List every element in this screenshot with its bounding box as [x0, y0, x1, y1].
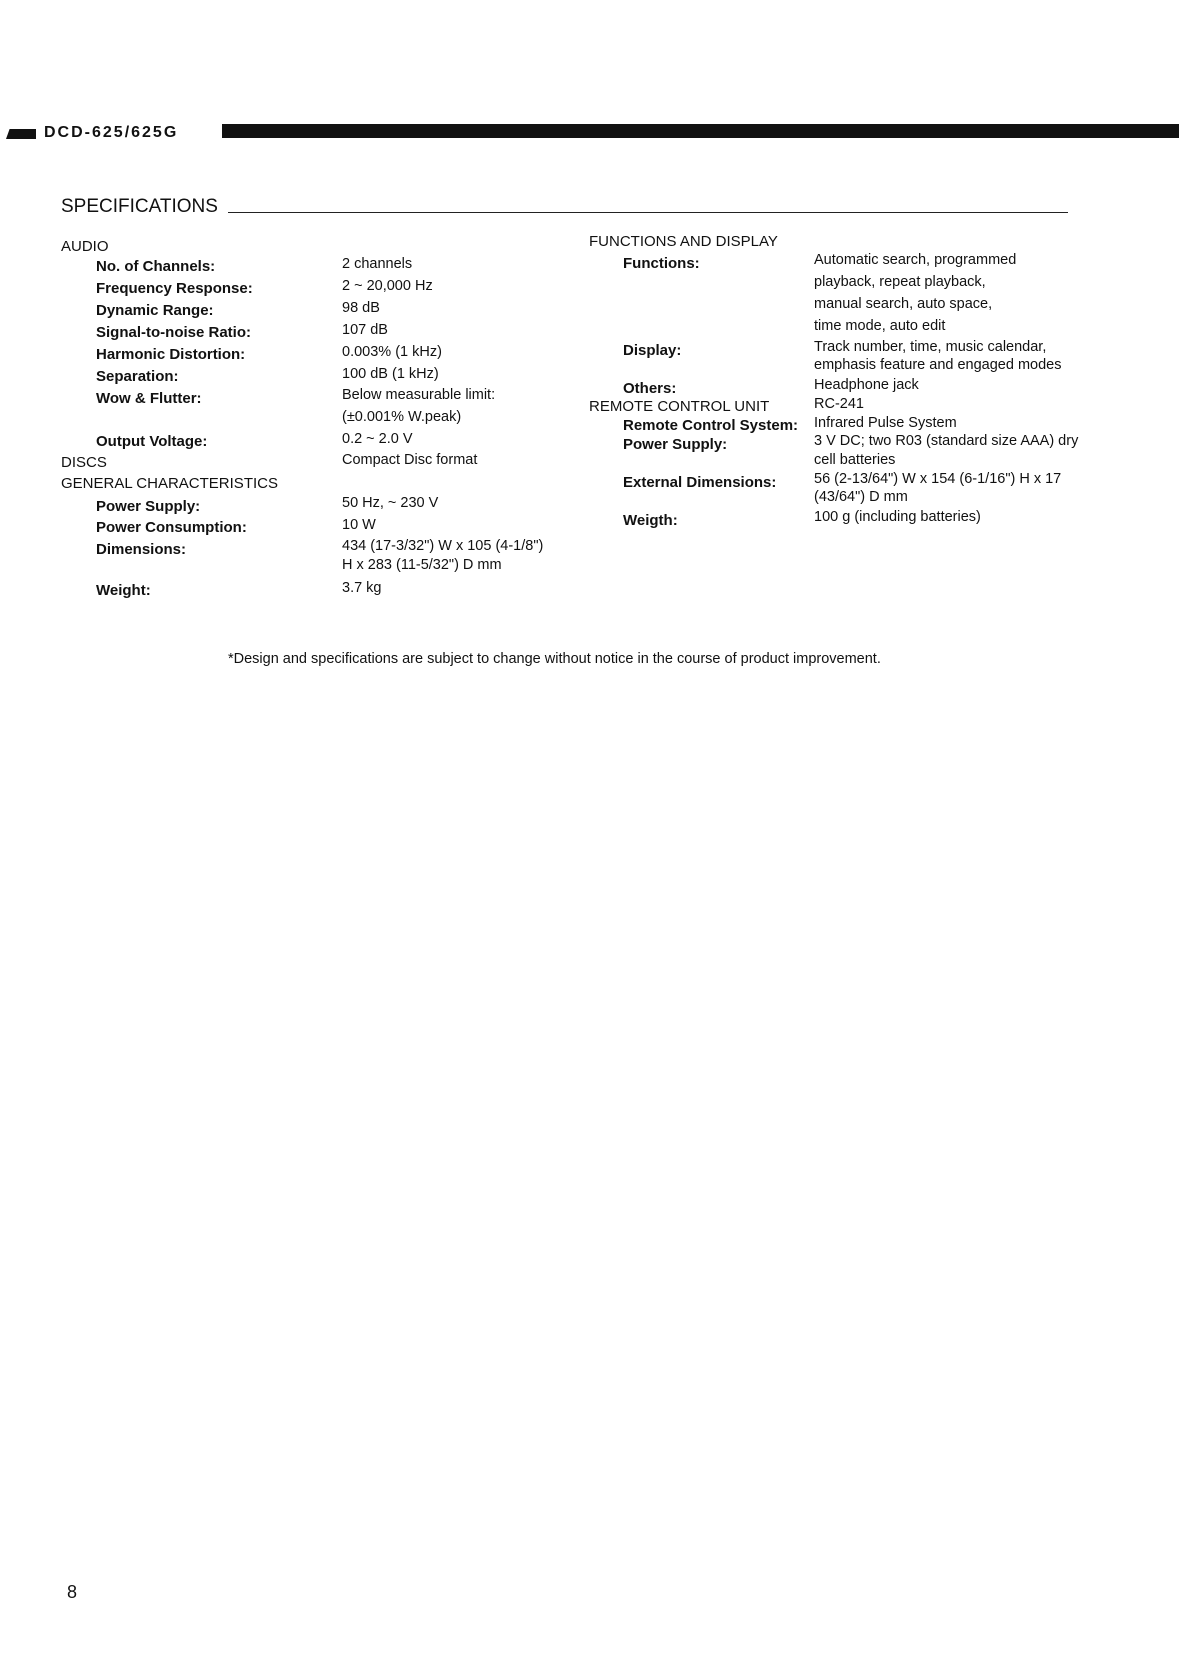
- functions-label: Functions:: [623, 255, 700, 272]
- general-value-power-supply: 50 Hz, ~ 230 V: [342, 495, 439, 511]
- general-label-power-consumption: Power Consumption:: [96, 519, 247, 536]
- audio-label-dynamic-range: Dynamic Range:: [96, 302, 214, 319]
- audio-value-snr: 107 dB: [342, 322, 388, 338]
- page-title: SPECIFICATIONS: [61, 196, 218, 217]
- audio-label-wow-flutter: Wow & Flutter:: [96, 390, 202, 407]
- functions-value-line1: Automatic search, programmed: [814, 252, 1017, 268]
- remote-value-power-supply-line2: cell batteries: [814, 452, 896, 468]
- functions-value-line4: time mode, auto edit: [814, 318, 946, 334]
- remote-model: RC-241: [814, 396, 864, 412]
- general-label-power-supply: Power Supply:: [96, 498, 201, 515]
- audio-label-separation: Separation:: [96, 368, 179, 385]
- remote-label-weight: Weigth:: [623, 512, 678, 529]
- remote-value-system: Infrared Pulse System: [814, 415, 957, 431]
- remote-value-external-dimensions-line2: (43/64") D mm: [814, 489, 908, 505]
- audio-value-separation: 100 dB (1 kHz): [342, 366, 439, 382]
- general-value-power-consumption: 10 W: [342, 517, 376, 533]
- general-label-weight: Weight:: [96, 582, 151, 599]
- page-number: 8: [67, 1582, 78, 1602]
- title-rule: [228, 212, 1068, 213]
- functions-value-line3: manual search, auto space,: [814, 296, 993, 312]
- general-value-dimensions-line2: H x 283 (11-5/32") D mm: [342, 557, 502, 573]
- remote-value-power-supply-line1: 3 V DC; two R03 (standard size AAA) dry: [814, 433, 1079, 449]
- display-value-line2: emphasis feature and engaged modes: [814, 357, 1062, 373]
- functions-value-line2: playback, repeat playback,: [814, 274, 986, 290]
- audio-label-snr: Signal-to-noise Ratio:: [96, 324, 251, 341]
- audio-label-channels: No. of Channels:: [96, 258, 216, 275]
- footnote: *Design and specifications are subject to change without notice in the course of product improvement.: [228, 651, 881, 667]
- audio-label-output-voltage: Output Voltage:: [96, 433, 208, 450]
- display-value-line1: Track number, time, music calendar,: [814, 339, 1047, 355]
- model-name: DCD-625/625G: [44, 124, 179, 141]
- discs-heading: DISCS: [61, 454, 107, 471]
- discs-value: Compact Disc format: [342, 452, 478, 468]
- display-label: Display:: [623, 342, 682, 359]
- audio-value-dynamic-range: 98 dB: [342, 300, 380, 316]
- audio-heading: AUDIO: [61, 238, 109, 255]
- remote-label-power-supply: Power Supply:: [623, 436, 728, 453]
- remote-value-external-dimensions-line1: 56 (2-13/64") W x 154 (6-1/16") H x 17: [814, 471, 1062, 487]
- remote-label-external-dimensions: External Dimensions:: [623, 474, 777, 491]
- header-bar: [222, 124, 1179, 138]
- remote-heading: REMOTE CONTROL UNIT: [589, 398, 770, 415]
- others-label: Others:: [623, 380, 677, 397]
- audio-value-distortion: 0.003% (1 kHz): [342, 344, 442, 360]
- audio-value-channels: 2 channels: [342, 256, 413, 272]
- remote-value-weight: 100 g (including batteries): [814, 509, 981, 525]
- audio-value-output-voltage: 0.2 ~ 2.0 V: [342, 431, 413, 447]
- general-value-dimensions-line1: 434 (17-3/32") W x 105 (4-1/8"): [342, 538, 544, 554]
- header-logo-mark: [6, 129, 36, 139]
- audio-value-wow-flutter-line1: Below measurable limit:: [342, 387, 496, 403]
- audio-value-frequency: 2 ~ 20,000 Hz: [342, 278, 433, 294]
- audio-label-distortion: Harmonic Distortion:: [96, 346, 246, 363]
- others-value: Headphone jack: [814, 377, 919, 393]
- general-value-weight: 3.7 kg: [342, 580, 382, 596]
- remote-label-system: Remote Control System:: [623, 417, 799, 434]
- audio-label-frequency: Frequency Response:: [96, 280, 253, 297]
- functions-heading: FUNCTIONS AND DISPLAY: [589, 233, 778, 250]
- general-heading: GENERAL CHARACTERISTICS: [61, 475, 278, 492]
- audio-value-wow-flutter-line2: (±0.001% W.peak): [342, 409, 462, 425]
- general-label-dimensions: Dimensions:: [96, 541, 187, 558]
